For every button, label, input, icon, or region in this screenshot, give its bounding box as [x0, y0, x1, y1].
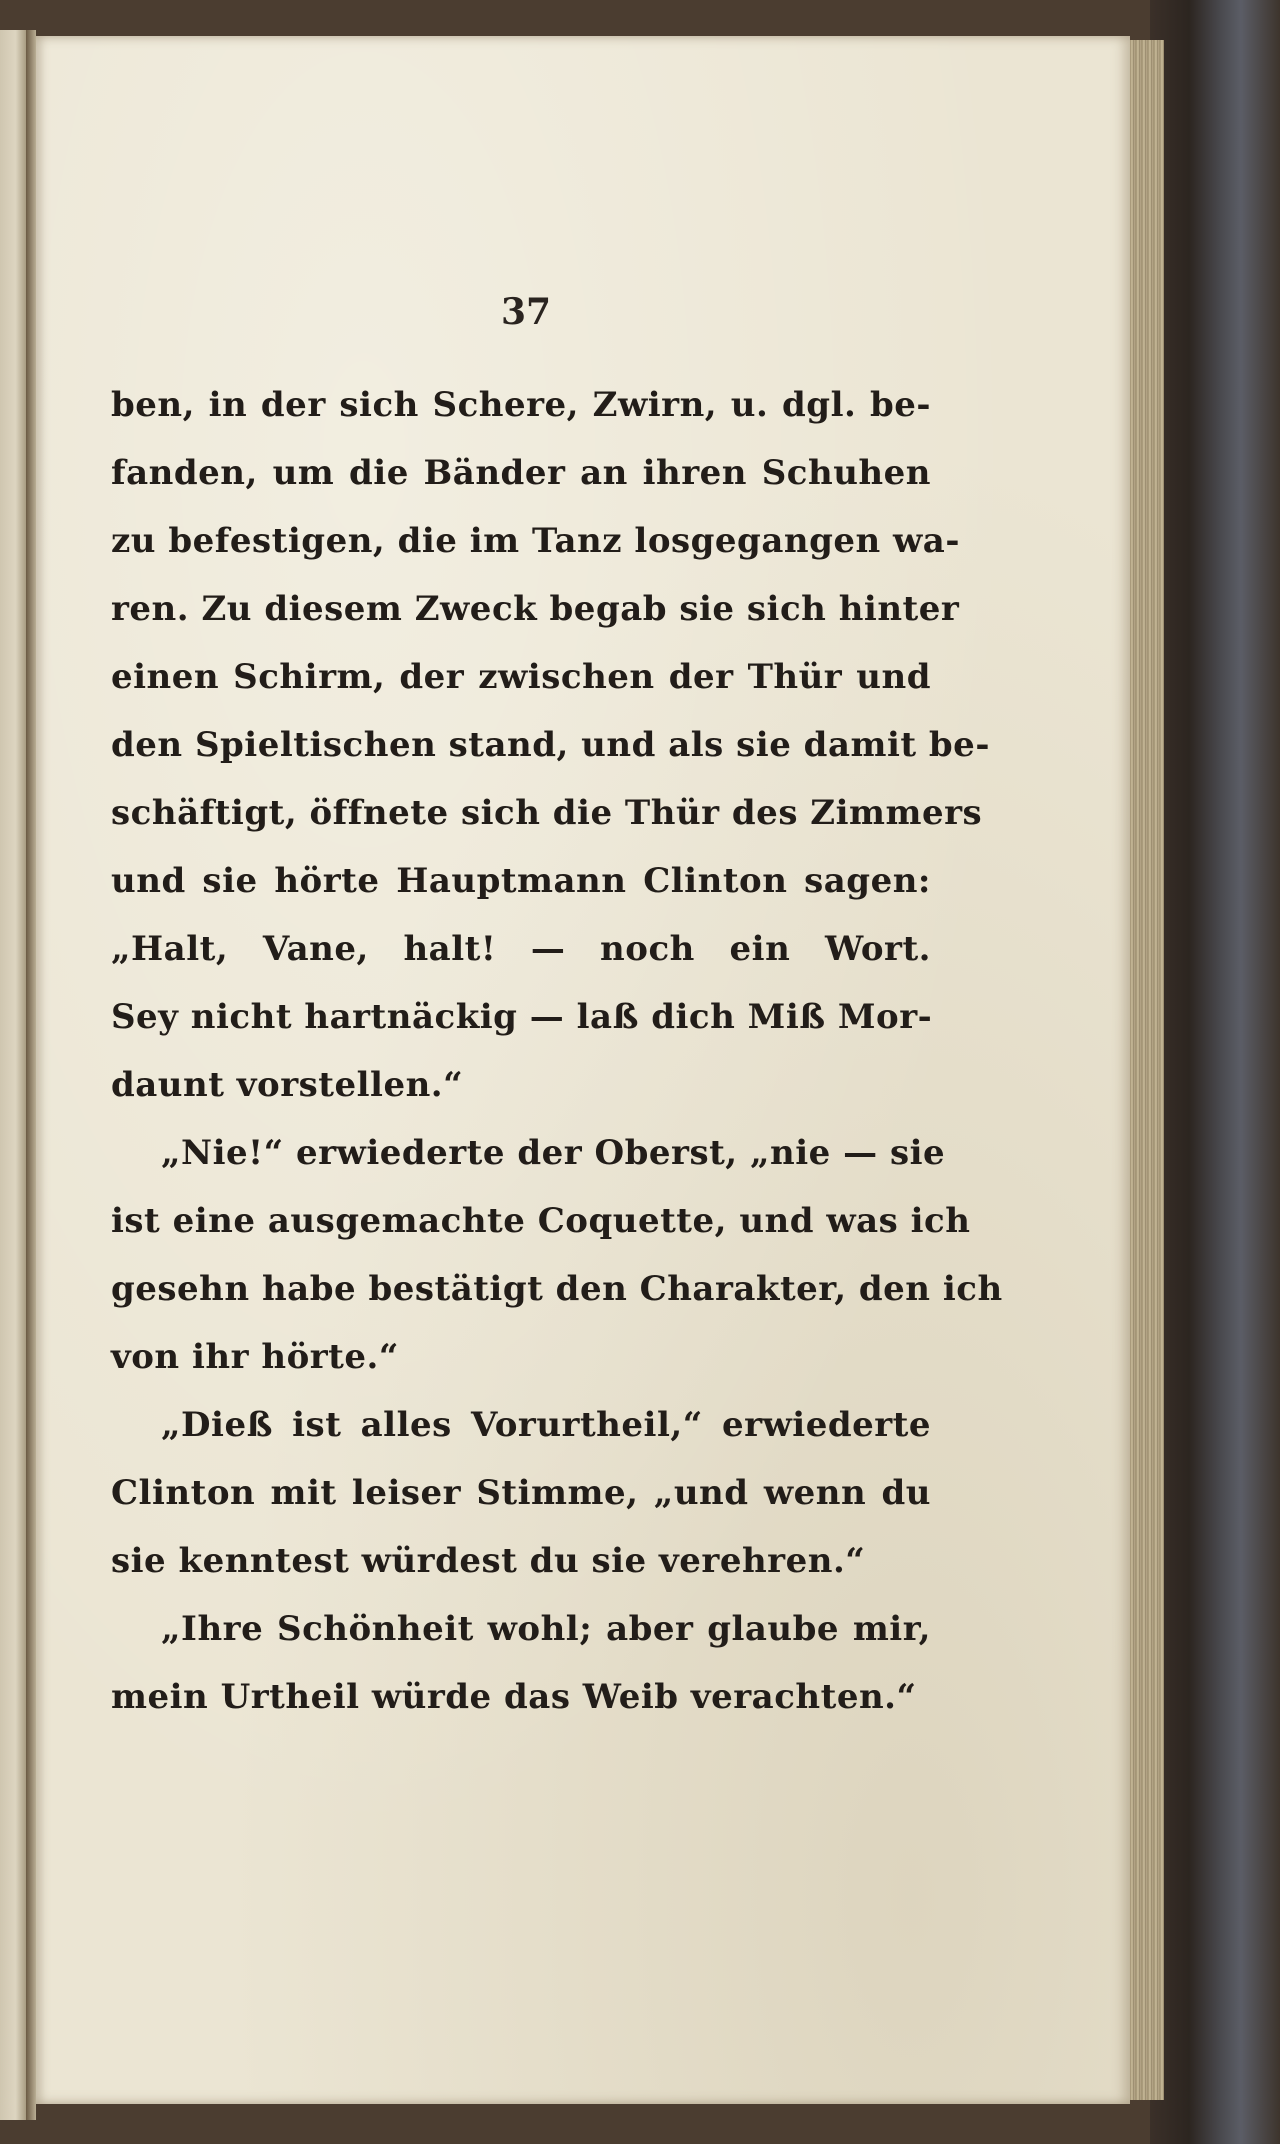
gutter [26, 30, 36, 2120]
text-line: den Spieltischen stand, und als sie damit be- [111, 725, 990, 765]
body-text [111, 371, 1003, 1731]
text-line: „Ihre Schönheit wohl; aber glaube mir, [161, 1609, 931, 1649]
text-line: daunt vorstellen.“ [111, 1065, 464, 1105]
text-line: „Halt, Vane, halt! — noch ein Wort. [111, 929, 931, 969]
text-line: und sie hörte Hauptmann Clinton sagen: [111, 861, 931, 901]
facing-page-edge [0, 30, 26, 2120]
text-line: ist eine ausgemachte Coquette, und was ich [111, 1201, 971, 1241]
text-line: einen Schirm, der zwischen der Thür und [111, 657, 931, 697]
page-number: 37 [500, 291, 552, 333]
text-line: gesehn habe bestätigt den Charakter, den ich [111, 1269, 1003, 1309]
text-line: von ihr hörte.“ [111, 1337, 399, 1377]
text-line: „Dieß ist alles Vorurtheil,“ erwiederte [161, 1405, 931, 1445]
text-line: schäftigt, öffnete sich die Thür des Zimmers [111, 793, 983, 833]
text-line: ben, in der sich Schere, Zwirn, u. dgl. be- [111, 385, 931, 425]
book-page [36, 36, 1130, 2104]
text-line: Sey nicht hartnäckig — laß dich Miß Mor- [111, 997, 933, 1037]
text-line: mein Urtheil würde das Weib verachten.“ [111, 1677, 917, 1717]
book-cover-edge [1150, 0, 1280, 2144]
text-line: sie kenntest würdest du sie verehren.“ [111, 1541, 866, 1581]
text-line: Clinton mit leiser Stimme, „und wenn du [111, 1473, 931, 1513]
text-line: fanden, um die Bänder an ihren Schuhen [111, 453, 931, 493]
text-line: „Nie!“ erwiederte der Oberst, „nie — sie [161, 1133, 946, 1173]
text-line: ren. Zu diesem Zweck begab sie sich hinter [111, 589, 960, 629]
text-line: zu befestigen, die im Tanz losgegangen wa- [111, 521, 960, 561]
page-stack-edge [1128, 40, 1164, 2100]
